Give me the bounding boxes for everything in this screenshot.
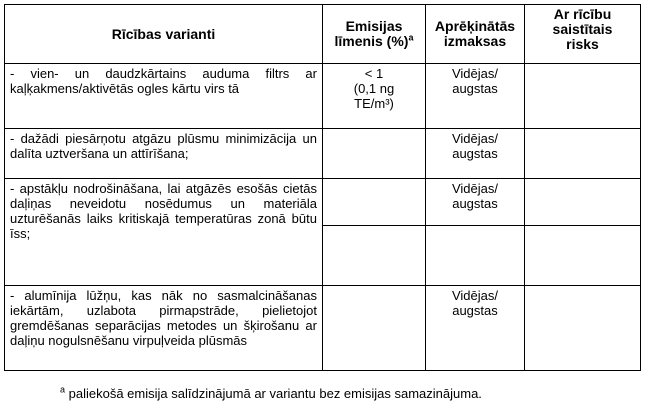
table-row xyxy=(5,129,641,179)
row2-cost-line1: Vidējas/ xyxy=(451,131,498,146)
row4-risk xyxy=(525,286,641,371)
header-emission-footnote-marker: a xyxy=(408,32,414,43)
row4-cost-line1: Vidējas/ xyxy=(451,288,498,303)
header-associated-risk xyxy=(525,5,641,64)
header-cost-line2: izmaksas xyxy=(443,33,507,49)
row4-emission-level xyxy=(323,286,426,371)
row3-cost-cont xyxy=(426,226,525,286)
row3-risk-cont xyxy=(525,226,641,286)
row3-emission-level xyxy=(323,179,426,226)
header-risk-line1: Ar rīcību xyxy=(553,6,612,22)
row2-variant: - dažādi piesārņotu atgāzu plūsmu minimizācija un dalīta uztveršana un attīrīšana; xyxy=(5,129,323,179)
row2-risk xyxy=(525,129,641,179)
row2-cost xyxy=(426,129,525,179)
row1-emission-level xyxy=(323,64,426,129)
row4-cost xyxy=(426,286,525,371)
table-header-row xyxy=(5,5,641,64)
header-risk-line3: risks xyxy=(566,36,599,52)
header-emission-line1: Emisijas xyxy=(345,18,403,34)
row1-level-line1: < 1 xyxy=(364,66,384,81)
header-cost-line1: Aprēķinātās xyxy=(434,18,516,34)
footnote xyxy=(60,386,482,401)
footnote-text: paliekošā emisija salīdzinājumā ar variantu bez emisijas samazinājuma. xyxy=(65,386,482,401)
row3-variant: - apstākļu nodrošināšana, lai atgāzēs esošās cietās daļiņas neveidotu nosēdumus un materiāla uzturēšanās laiks kritiskajā temperatūras zonā būtu īss; xyxy=(5,179,323,286)
row3-emission-level-cont xyxy=(323,226,426,286)
header-emission-level xyxy=(323,5,426,64)
table-row xyxy=(5,64,641,129)
row1-variant: - vien- un daudzkārtains auduma filtrs ar kaļķakmens/aktivētās ogles kārtu virs tā xyxy=(5,64,323,129)
row2-cost-line2: augstas xyxy=(452,146,498,161)
row2-emission-level xyxy=(323,129,426,179)
table-row xyxy=(5,179,641,226)
header-variant: Rīcības varianti xyxy=(5,5,323,64)
row3-risk xyxy=(525,179,641,226)
row1-level-line3: TE/m³) xyxy=(354,96,394,111)
row1-cost xyxy=(426,64,525,129)
row4-cost-line2: augstas xyxy=(452,303,498,318)
row3-cost xyxy=(426,179,525,226)
footnote-marker: a xyxy=(60,384,66,395)
row1-level-line2: (0,1 ng xyxy=(353,81,395,96)
table-row xyxy=(5,286,641,371)
row1-cost-line2: augstas xyxy=(452,81,498,96)
row3-cost-line1: Vidējas/ xyxy=(451,181,498,196)
row1-risk xyxy=(525,64,641,129)
row3-cost-line2: augstas xyxy=(452,196,498,211)
row1-cost-line1: Vidējas/ xyxy=(451,66,498,81)
header-emission-line2 xyxy=(326,34,422,49)
header-risk-line2: saistītais xyxy=(552,21,613,37)
header-emission-line2-text: līmenis (%) xyxy=(334,33,409,49)
header-estimated-cost xyxy=(426,5,525,64)
row4-variant: - alumīnija lūžņu, kas nāk no sasmalcināšanas iekārtām, uzlabota pirmapstrāde, pielietojot gremdēšanas separācijas metodes un šķirošanu ar daļiņu nogulsnēšanu virpuļveida plūsmās xyxy=(5,286,323,371)
measures-table xyxy=(4,4,641,371)
